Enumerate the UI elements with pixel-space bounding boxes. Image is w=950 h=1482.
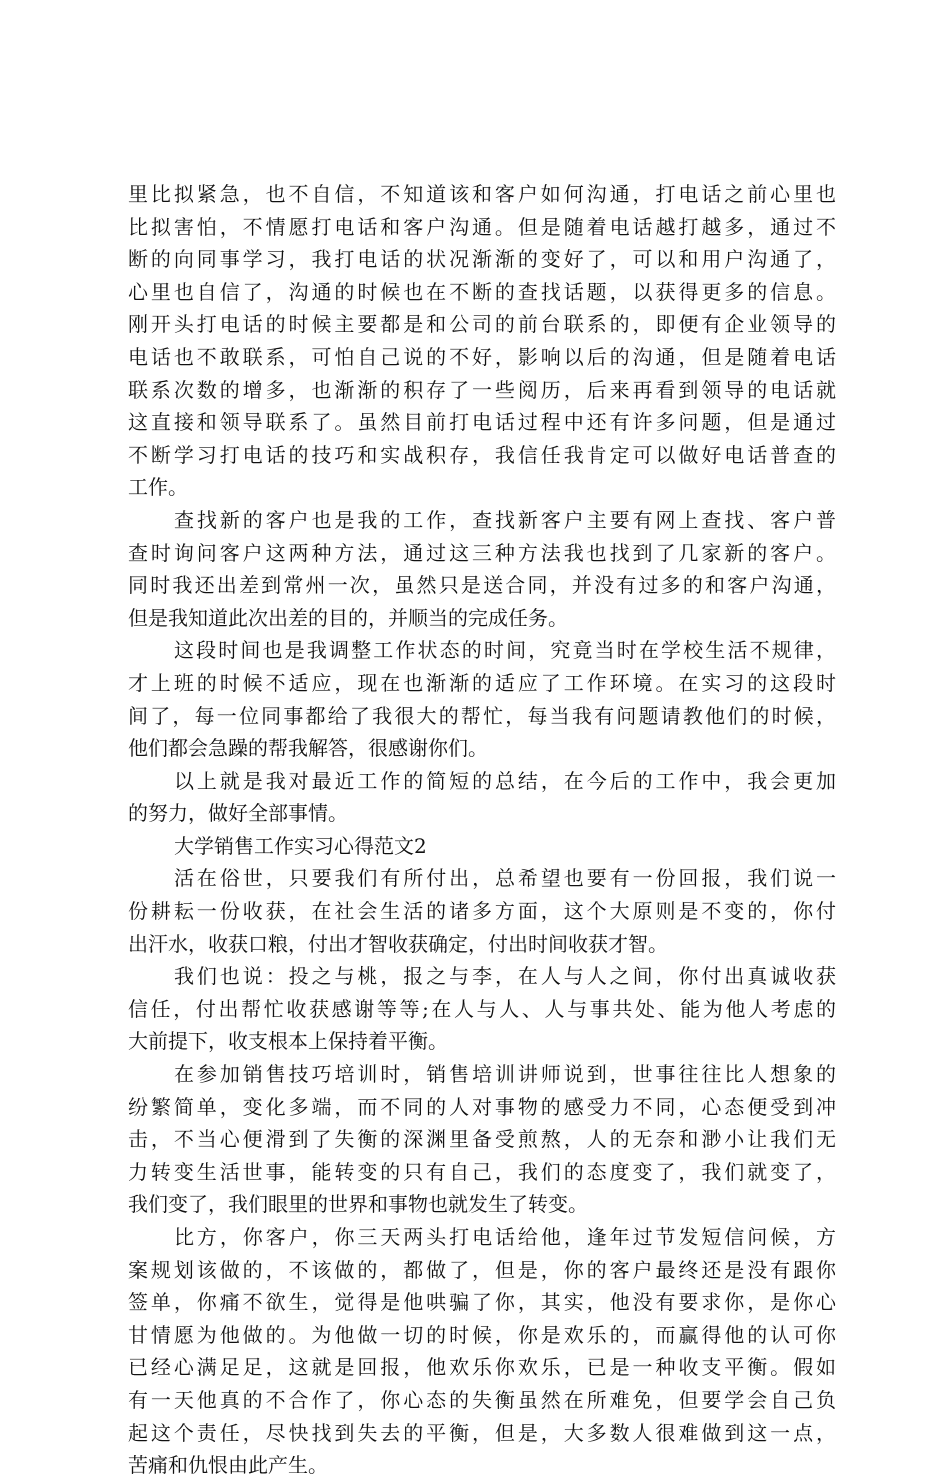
text-line: 间了，每一位同事都给了我很大的帮忙，每当我有问题请教他们的时候， xyxy=(128,703,836,728)
text-line: 的努力，做好全部事情。 xyxy=(128,801,348,826)
text-line: 才上班的时候不适应，现在也渐渐的适应了工作环境。在实习的这段时 xyxy=(128,670,836,695)
text-line: 甘情愿为他做的。为他做一切的时候，你是欢乐的，而赢得他的认可你 xyxy=(128,1322,836,1347)
text-line: 不断学习打电话的技巧和实战积存，我信任我肯定可以做好电话普查的 xyxy=(128,442,836,467)
text-line: 力转变生活世事，能转变的只有自己，我们的态度变了，我们就变了， xyxy=(128,1159,836,1184)
text-line: 苦痛和仇恨由此产生。 xyxy=(128,1453,328,1478)
text-line: 但是我知道此次出差的目的，并顺当的完成任务。 xyxy=(128,605,568,630)
text-line: 联系次数的增多，也渐渐的积存了一些阅历，后来再看到领导的电话就 xyxy=(128,377,836,402)
paragraph-start: 比方，你客户，你三天两头打电话给他，逢年过节发短信问候，方 xyxy=(174,1225,836,1249)
paragraph-start: 这段时间也是我调整工作状态的时间，究竟当时在学校生活不规律， xyxy=(174,638,836,663)
text-line: 信任，付出帮忙收获感谢等等;在人与人、人与事共处、能为他人考虑的 xyxy=(128,996,836,1021)
text-line: 大前提下，收支根本上保持着平衡。 xyxy=(128,1029,448,1054)
paragraph-start: 在参加销售技巧培训时，销售培训讲师说到，世事往往比人想象的 xyxy=(174,1062,836,1087)
text-line: 断的向同事学习，我打电话的状况渐渐的变好了，可以和用户沟通了， xyxy=(128,247,836,272)
text-line: 已经心满足足，这就是回报，他欢乐你欢乐，已是一种收支平衡。假如 xyxy=(128,1355,836,1380)
text-line: 比拟害怕，不情愿打电话和客户沟通。但是随着电话越打越多，通过不 xyxy=(128,214,836,239)
text-line: 纷繁简单，变化多端，而不同的人对事物的感受力不同，心态便受到冲 xyxy=(128,1094,836,1119)
text-line: 工作。 xyxy=(128,475,188,500)
text-line: 签单，你痛不欲生，觉得是他哄骗了你，其实，他没有要求你，是你心 xyxy=(128,1290,836,1315)
text-line: 出汗水，收获口粮，付出才智收获确定，付出时间收获才智。 xyxy=(128,931,668,956)
text-line: 击，不当心便滑到了失衡的深渊里备受煎熬，人的无奈和渺小让我们无 xyxy=(128,1127,836,1152)
text-line: 刚开头打电话的时候主要都是和公司的前台联系的，即便有企业领导的 xyxy=(128,312,836,337)
text-line: 电话也不敢联系，可怕自己说的不好，影响以后的沟通，但是随着电话 xyxy=(128,344,836,369)
text-line: 心里也自信了，沟通的时候也在不断的查找话题，以获得更多的信息。 xyxy=(128,279,836,304)
text-line: 同时我还出差到常州一次，虽然只是送合同，并没有过多的和客户沟通， xyxy=(128,573,836,598)
text-line: 案规划该做的，不该做的，都做了，但是，你的客户最终还是没有跟你 xyxy=(128,1257,836,1282)
paragraph-start: 查找新的客户也是我的工作，查找新客户主要有网上查找、客户普 xyxy=(174,507,836,532)
section-heading: 大学销售工作实习心得范文2 xyxy=(174,833,427,858)
document-body xyxy=(128,178,836,1482)
text-line: 这直接和领导联系了。虽然目前打电话过程中还有许多问题，但是通过 xyxy=(128,410,836,435)
text-line: 里比拟紧急，也不自信，不知道该和客户如何沟通，打电话之前心里也 xyxy=(128,182,836,206)
paragraph-start: 活在俗世，只要我们有所付出，总希望也要有一份回报，我们说一 xyxy=(174,866,836,891)
text-line: 我们变了，我们眼里的世界和事物也就发生了转变。 xyxy=(128,1192,588,1217)
text-line: 查时询问客户这两种方法，通过这三种方法我也找到了几家新的客户。 xyxy=(128,540,836,565)
paragraph-start: 以上就是我对最近工作的简短的总结，在今后的工作中，我会更加 xyxy=(174,768,836,793)
text-line: 他们都会急躁的帮我解答，很感谢你们。 xyxy=(128,736,488,761)
text-line: 有一天他真的不合作了，你心态的失衡虽然在所难免，但要学会自己负 xyxy=(128,1387,836,1412)
text-line: 起这个责任，尽快找到失去的平衡，但是，大多数人很难做到这一点， xyxy=(128,1420,836,1445)
paragraph-start: 我们也说：投之与桃，报之与李，在人与人之间，你付出真诚收获 xyxy=(174,964,836,989)
text-line: 份耕耘一份收获，在社会生活的诸多方面，这个大原则是不变的，你付 xyxy=(128,899,836,924)
